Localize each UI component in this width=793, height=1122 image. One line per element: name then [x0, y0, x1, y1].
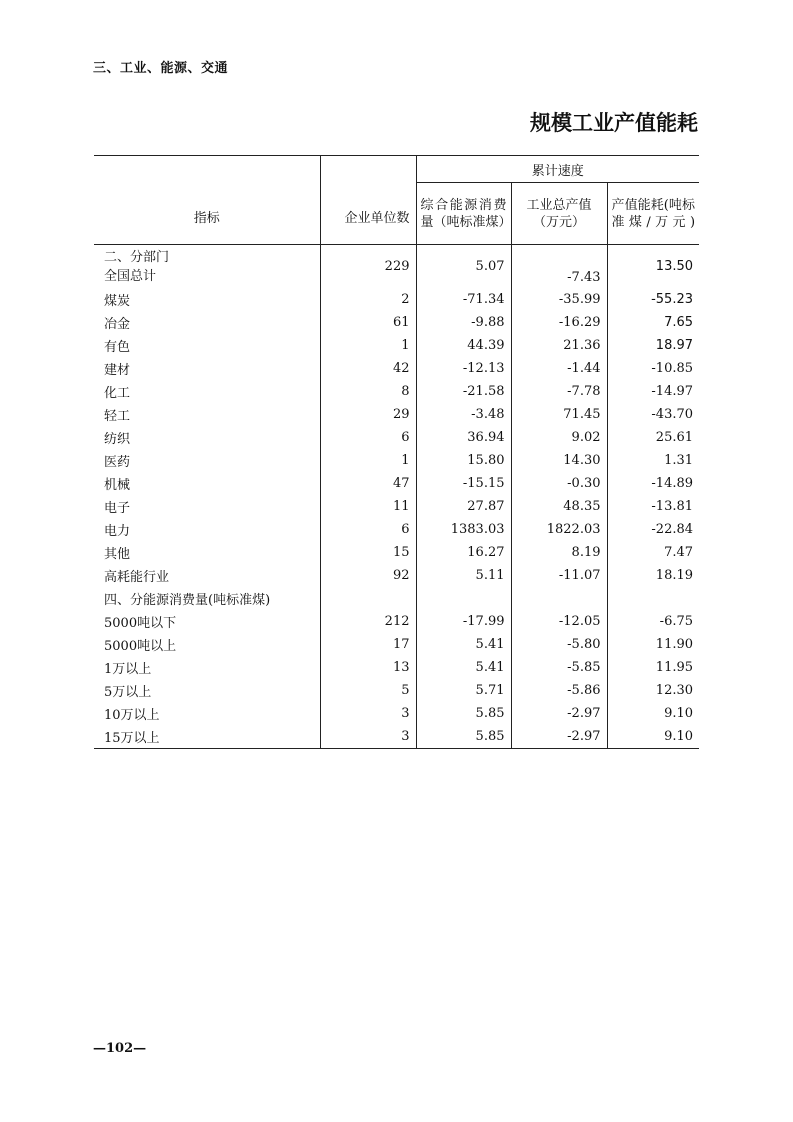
row-energy: 1383.03: [416, 518, 511, 541]
row-energy: 5.71: [416, 679, 511, 702]
row-count: 3: [320, 702, 416, 725]
row-name: 电子: [94, 495, 320, 518]
page-title: 规模工业产值能耗: [530, 111, 698, 135]
row-intensity: -22.84: [651, 522, 694, 537]
row-intensity: 18.19: [655, 568, 694, 583]
row-output: -11.07: [511, 564, 607, 587]
row-intensity: 9.10: [607, 725, 699, 749]
row-energy: -21.58: [416, 380, 511, 403]
header-energy: 综合能源消费量（吨标准煤）: [416, 183, 511, 245]
row-count: 13: [320, 656, 416, 679]
table-row: [94, 656, 699, 679]
row-energy: -9.88: [416, 311, 511, 334]
row-intensity: -55.23: [651, 292, 694, 307]
row-name: 1万以上: [94, 656, 320, 679]
row-output: 8.19: [511, 541, 607, 564]
row-name: 机械: [94, 472, 320, 495]
table-row: [94, 725, 699, 749]
row-energy: -3.48: [416, 403, 511, 426]
row-intensity: -14.89: [651, 476, 694, 491]
row-count: 3: [320, 725, 416, 749]
row-energy: -15.15: [416, 472, 511, 495]
row-name: 建材: [94, 357, 320, 380]
table-row: [94, 449, 699, 472]
row-name: 全国总计: [104, 269, 157, 284]
row-name: 纺织: [94, 426, 320, 449]
row-output: 14.30: [511, 449, 607, 472]
row-energy: -17.99: [416, 610, 511, 633]
row-intensity: 18.97: [655, 338, 694, 353]
section-row: [94, 587, 699, 610]
row-energy: -12.13: [416, 357, 511, 380]
row-output: -16.29: [511, 311, 607, 334]
header-group: 累计速度: [416, 156, 699, 183]
row-name: 5万以上: [94, 679, 320, 702]
row-count: 15: [320, 541, 416, 564]
row-intensity: -6.75: [659, 614, 694, 629]
row-energy: 44.39: [416, 334, 511, 357]
row-count: 8: [320, 380, 416, 403]
row-intensity: 12.30: [655, 683, 694, 698]
row-output: -5.85: [511, 656, 607, 679]
row-output: 9.02: [511, 426, 607, 449]
table-row: [94, 679, 699, 702]
row-energy: 5.07: [416, 245, 511, 289]
row-name: 5000吨以下: [94, 610, 320, 633]
row-name: 10万以上: [94, 702, 320, 725]
row-count: 92: [320, 564, 416, 587]
empty-cell: [416, 587, 511, 610]
table-row: [94, 702, 699, 725]
row-intensity: -43.70: [651, 407, 694, 422]
row-count: 6: [320, 426, 416, 449]
row-intensity: 25.61: [655, 430, 694, 445]
row-energy: 36.94: [416, 426, 511, 449]
energy-table: [94, 155, 699, 749]
section-four-label: 四、分能源消费量(吨标准煤): [94, 587, 320, 610]
row-energy: 5.41: [416, 656, 511, 679]
row-output: 21.36: [511, 334, 607, 357]
row-name: 煤炭: [94, 288, 320, 311]
row-intensity: 11.90: [655, 637, 694, 652]
row-count: 1: [320, 334, 416, 357]
row-name: 医药: [94, 449, 320, 472]
table-body: [94, 245, 699, 749]
table-row: [94, 245, 699, 289]
row-energy: 5.11: [416, 564, 511, 587]
row-count: 61: [320, 311, 416, 334]
row-count: 42: [320, 357, 416, 380]
row-energy: 27.87: [416, 495, 511, 518]
row-count: 17: [320, 633, 416, 656]
row-output: 1822.03: [511, 518, 607, 541]
row-intensity: 9.10: [664, 706, 694, 721]
row-count: 11: [320, 495, 416, 518]
row-output: -2.97: [511, 702, 607, 725]
row-count: 6: [320, 518, 416, 541]
row-intensity: 7.47: [664, 545, 694, 560]
table-row: [94, 541, 699, 564]
row-name: 电力: [94, 518, 320, 541]
empty-cell: [511, 587, 607, 610]
table-row: [94, 426, 699, 449]
row-name: 高耗能行业: [94, 564, 320, 587]
row-energy: 16.27: [416, 541, 511, 564]
row-name: 其他: [94, 541, 320, 564]
row-output: -0.30: [511, 472, 607, 495]
table-row: [94, 518, 699, 541]
table-row: [94, 472, 699, 495]
empty-cell: [607, 587, 699, 610]
row-output: -7.43: [511, 245, 607, 289]
table-row: [94, 633, 699, 656]
row-count: 229: [320, 245, 416, 289]
section-heading: 三、工业、能源、交通: [93, 61, 229, 76]
row-intensity: 13.50: [655, 259, 694, 274]
row-output: -35.99: [511, 288, 607, 311]
row-count: 47: [320, 472, 416, 495]
row-output: -5.80: [511, 633, 607, 656]
header-count: 企业单位数: [320, 156, 416, 245]
row-energy: 5.41: [416, 633, 511, 656]
row-name: 轻工: [94, 403, 320, 426]
row-count: 2: [320, 288, 416, 311]
row-name: 有色: [94, 334, 320, 357]
table-row: [94, 495, 699, 518]
row-output: -12.05: [511, 610, 607, 633]
row-name: 化工: [94, 380, 320, 403]
table-row: [94, 403, 699, 426]
row-output: 71.45: [511, 403, 607, 426]
table-row: [94, 610, 699, 633]
row-name: 冶金: [94, 311, 320, 334]
row-intensity: -13.81: [651, 499, 694, 514]
row-count: 29: [320, 403, 416, 426]
page-number: —102—: [93, 1041, 147, 1056]
row-intensity: -10.85: [651, 361, 694, 376]
header-output: 工业总产值（万元）: [511, 183, 607, 245]
row-name: 5000吨以上: [94, 633, 320, 656]
table-row: [94, 311, 699, 334]
row-energy: -71.34: [416, 288, 511, 311]
header-indicator: 指标: [94, 156, 320, 245]
row-intensity: 1.31: [664, 453, 694, 468]
table-row: [94, 288, 699, 311]
table-row: [94, 380, 699, 403]
table-row: [94, 334, 699, 357]
header-intensity: 产值能耗(吨标准煤/万元): [607, 183, 699, 245]
row-count: 5: [320, 679, 416, 702]
table-row: [94, 564, 699, 587]
row-intensity: -14.97: [651, 384, 694, 399]
row-intensity: 11.95: [655, 660, 694, 675]
row-output: -7.78: [511, 380, 607, 403]
row-energy: 5.85: [416, 725, 511, 749]
row-output: -2.97: [511, 725, 607, 749]
row-energy: 5.85: [416, 702, 511, 725]
section-two-label: 二、分部门: [104, 250, 170, 265]
row-intensity: 7.65: [664, 315, 694, 330]
row-name: 15万以上: [94, 725, 320, 749]
empty-cell: [320, 587, 416, 610]
row-output: -1.44: [511, 357, 607, 380]
row-count: 1: [320, 449, 416, 472]
table-row: [94, 357, 699, 380]
row-energy: 15.80: [416, 449, 511, 472]
row-count: 212: [320, 610, 416, 633]
row-output: -5.86: [511, 679, 607, 702]
row-output: 48.35: [511, 495, 607, 518]
